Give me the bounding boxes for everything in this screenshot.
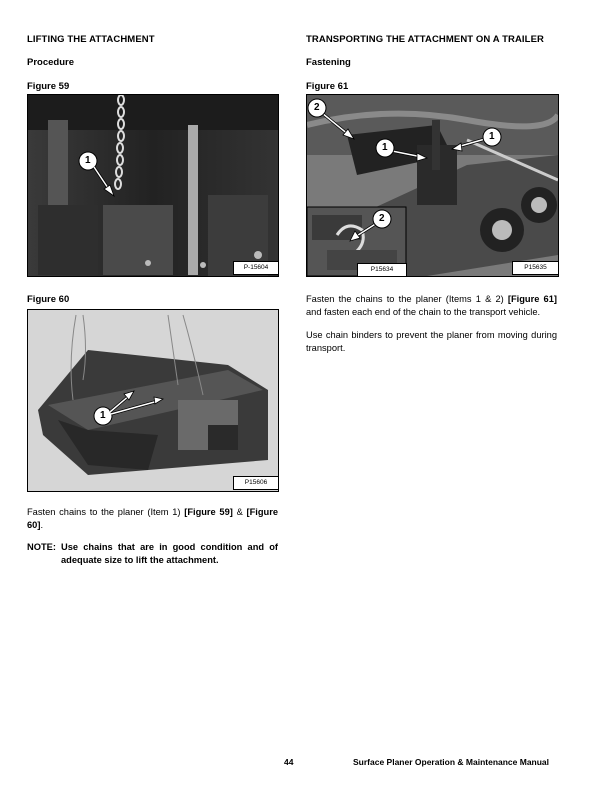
note-text: Use chains that are in good condition and of adequate size to lift the attachment. xyxy=(61,542,278,565)
figure-61-callout-item-1b: 1 xyxy=(489,131,495,142)
lifting-note xyxy=(27,541,278,567)
figure-61-ref: [Figure 61] xyxy=(507,294,557,304)
figure-61-label: Figure 61 xyxy=(306,81,349,92)
figure-59-label: Figure 59 xyxy=(27,81,70,92)
figure-61-photo xyxy=(306,94,559,277)
figure-61-callout-item-1a: 1 xyxy=(382,142,388,153)
figure-60-ref: [Figure 60] xyxy=(27,507,279,530)
lifting-paragraph: Fasten chains to the planer (Item 1) [Figure 59] & [Figure 60]. xyxy=(27,507,279,530)
manual-title: Surface Planer Operation & Maintenance Manual xyxy=(353,757,550,767)
figure-60-photo-id: P15606 xyxy=(233,476,279,490)
figure-59-callout: 1 xyxy=(85,155,91,166)
figure-59-photo-id: P-15604 xyxy=(233,261,279,275)
right-section-title: TRANSPORTING THE ATTACHMENT ON A TRAILER xyxy=(306,34,544,45)
figure-61-photo-id: P15635 xyxy=(512,261,559,275)
figure-60-callout: 1 xyxy=(100,410,106,421)
left-section-title: LIFTING THE ATTACHMENT xyxy=(27,34,155,45)
note-label: NOTE: xyxy=(27,542,56,552)
figure-59-ref: [Figure 59] xyxy=(184,507,233,517)
figure-61-inset-callout-item-2: 2 xyxy=(379,213,385,224)
figure-60-label: Figure 60 xyxy=(27,294,70,305)
chain-binders-paragraph: Use chain binders to prevent the planer from moving during transport. xyxy=(306,330,557,353)
procedure-heading: Procedure xyxy=(27,57,74,68)
fastening-heading: Fastening xyxy=(306,57,351,68)
fastening-paragraph: Fasten the chains to the planer (Items 1 & 2) [Figure 61] and fasten each end of the chain to the transport vehicle. xyxy=(306,294,557,317)
figure-61-inset-photo-id: P15634 xyxy=(357,263,407,277)
figure-61-callout-item-2: 2 xyxy=(314,102,320,113)
page-number: 44 xyxy=(284,757,294,767)
figure-60-photo xyxy=(27,309,279,492)
figure-59-photo xyxy=(27,94,279,277)
